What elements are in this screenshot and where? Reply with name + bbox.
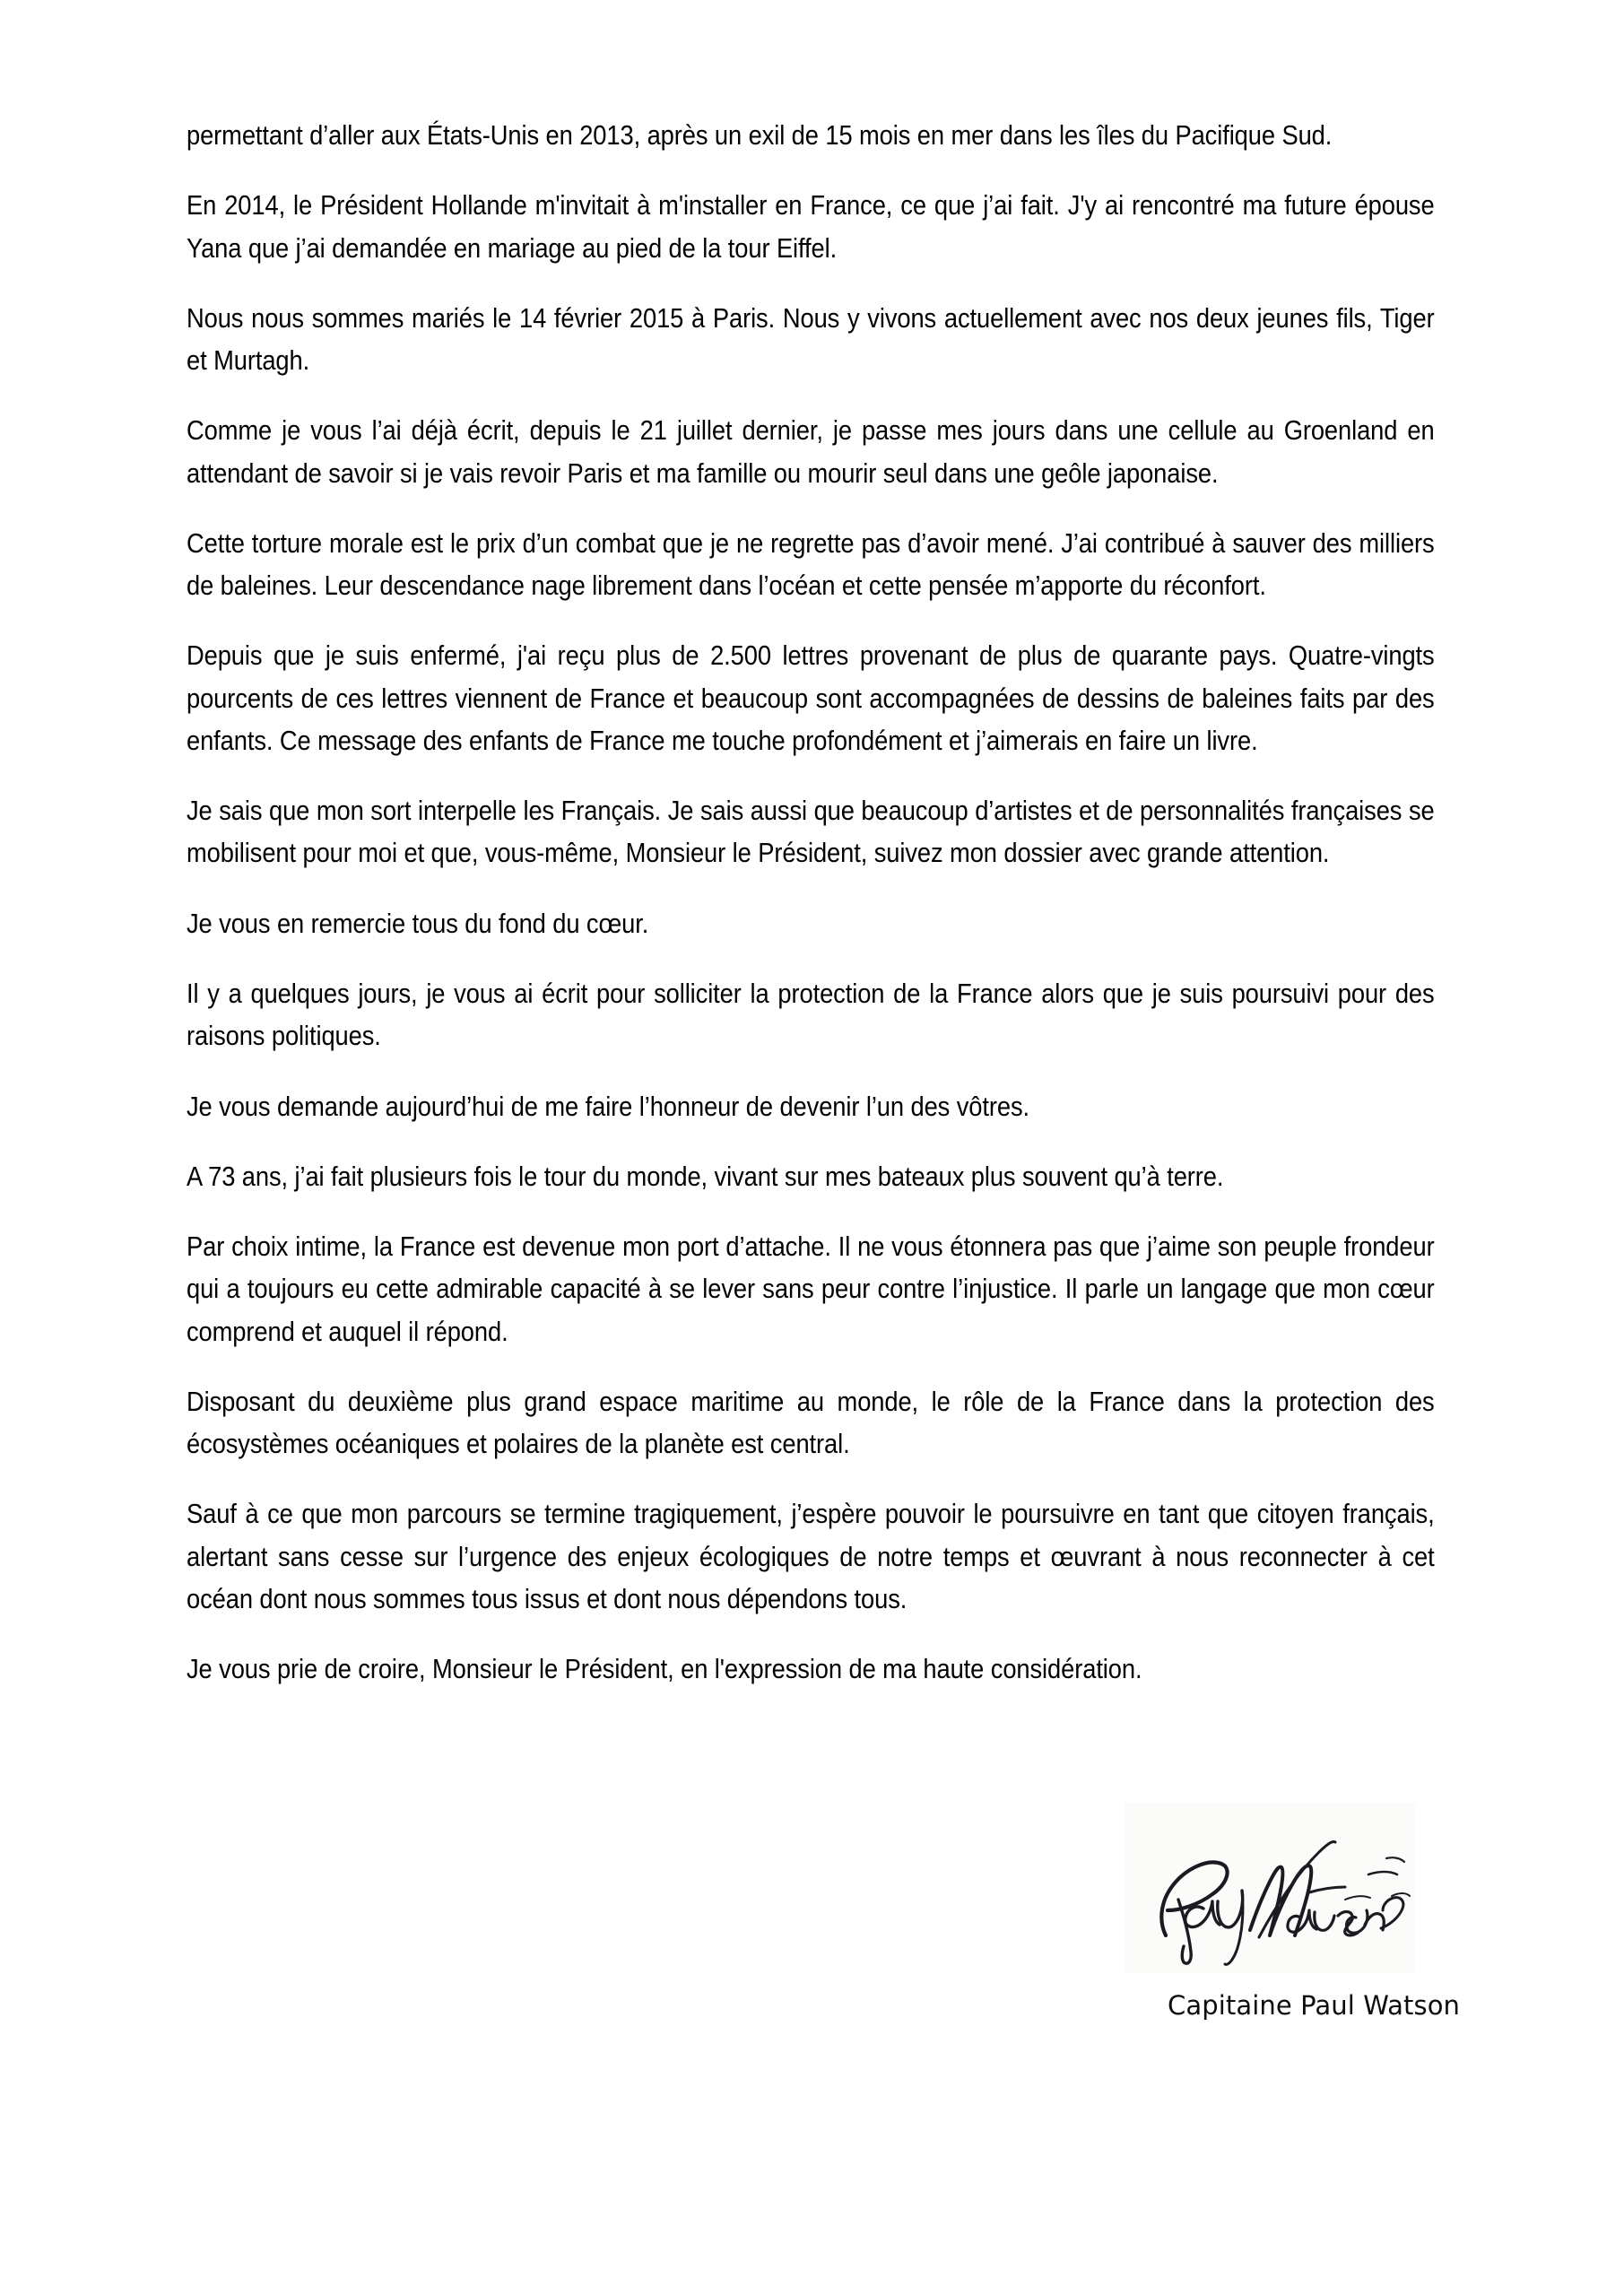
letter-paragraph: Disposant du deuxième plus grand espace maritime au monde, le rôle de la France dans la protection des écosystèmes océaniques et polaires de la planète est central. bbox=[187, 1386, 1435, 1460]
letter-paragraph: A 73 ans, j’ai fait plusieurs fois le tour du monde, vivant sur mes bateaux plus souvent qu’à terre. bbox=[187, 1161, 1224, 1192]
letter-paragraph: permettant d’aller aux États-Unis en 2013, après un exil de 15 mois en mer dans les îles du Pacifique Sud. bbox=[187, 120, 1333, 151]
letter-paragraph: Il y a quelques jours, je vous ai écrit pour solliciter la protection de la France alors que je suis poursuivi pour des raisons politiques. bbox=[187, 978, 1435, 1052]
signature-block bbox=[1064, 1803, 1512, 2023]
signature-caption: Capitaine Paul Watson bbox=[1167, 1990, 1461, 2021]
letter-body bbox=[187, 115, 1435, 1691]
handwritten-signature-image bbox=[1125, 1803, 1416, 1973]
letter-paragraph: Depuis que je suis enfermé, j'ai reçu plus de 2.500 lettres provenant de plus de quarante pays. Quatre-vingts pourcents de ces lettres viennent de France et beaucoup sont accompagnées de dessins de baleines faits par des enfants. Ce message des enfants de France me touche profondément et j’aimerais en faire un livre. bbox=[187, 640, 1435, 756]
letter-paragraph: Cette torture morale est le prix d’un combat que je ne regrette pas d’avoir mené. J’ai contribué à sauver des milliers de baleines. Leur descendance nage librement dans l’océan et cette pensée m’apporte du réconfort. bbox=[187, 527, 1435, 602]
letter-paragraph: Comme je vous l’ai déjà écrit, depuis le 21 juillet dernier, je passe mes jours dans une cellule au Groenland en attendant de savoir si je vais revoir Paris et ma famille ou mourir seul dans une geôle japonaise. bbox=[187, 415, 1435, 489]
letter-paragraph: Je vous demande aujourd’hui de me faire l’honneur de devenir l’un des vôtres. bbox=[187, 1091, 1030, 1122]
letter-paragraph: Par choix intime, la France est devenue mon port d’attache. Il ne vous étonnera pas que j’aime son peuple frondeur qui a toujours eu cette admirable capacité à se lever sans peur contre l’injustice. Il parle un langage que mon cœur comprend et auquel il répond. bbox=[187, 1231, 1435, 1347]
letter-paragraph: Sauf à ce que mon parcours se termine tragiquement, j’espère pouvoir le poursuivre en tant que citoyen français, alertant sans cesse sur l’urgence des enjeux écologiques de notre temps et œuvrant à nous reconnecter à cet océan dont nous sommes tous issus et dont nous dépendons tous. bbox=[187, 1499, 1435, 1614]
letter-paragraph: Je vous en remercie tous du fond du cœur. bbox=[187, 908, 649, 939]
letter-paragraph: En 2014, le Président Hollande m'invitait à m'installer en France, ce que j’ai fait. J'y ai rencontré ma future épouse Yana que j’ai demandée en mariage au pied de la tour Eiffel. bbox=[187, 190, 1435, 264]
letter-paragraph: Je vous prie de croire, Monsieur le Président, en l'expression de ma haute considération. bbox=[187, 1654, 1142, 1685]
letter-paragraph: Nous nous sommes mariés le 14 février 2015 à Paris. Nous y vivons actuellement avec nos deux jeunes fils, Tiger et Murtagh. bbox=[187, 302, 1435, 377]
letter-paragraph: Je sais que mon sort interpelle les Français. Je sais aussi que beaucoup d’artistes et de personnalités françaises se mobilisent pour moi et que, vous-même, Monsieur le Président, suivez mon dossier avec grande attention. bbox=[187, 796, 1435, 869]
